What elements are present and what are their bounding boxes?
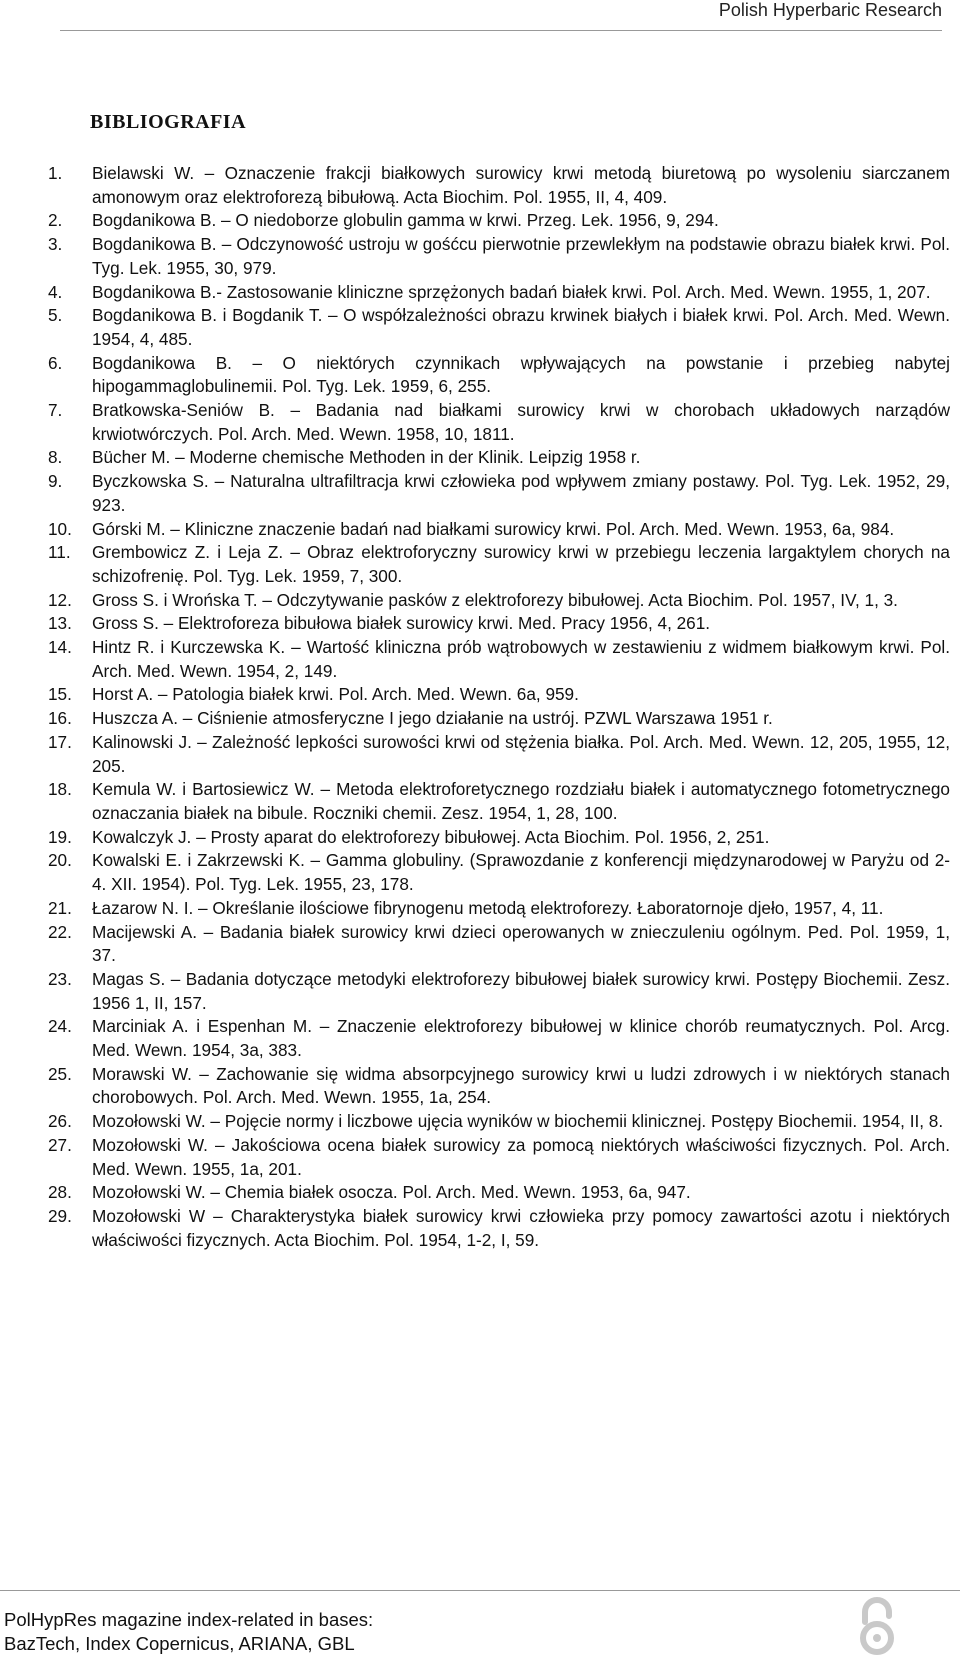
reference-number: 11. bbox=[48, 542, 71, 563]
reference-number: 6. bbox=[48, 352, 63, 373]
reference-item bbox=[48, 1063, 950, 1110]
reference-number: 26. bbox=[48, 1111, 72, 1132]
reference-item bbox=[48, 921, 950, 968]
reference-text: Bücher M. – Moderne chemische Methoden in der Klinik. Leipzig 1958 r. bbox=[92, 447, 641, 468]
reference-item bbox=[48, 446, 950, 470]
reference-number: 13. bbox=[48, 613, 72, 634]
reference-item bbox=[48, 304, 950, 351]
reference-number: 7. bbox=[48, 400, 63, 421]
reference-item bbox=[48, 470, 950, 517]
reference-number: 22. bbox=[48, 921, 72, 942]
reference-text: Bogdanikowa B. i Bogdanik T. – O współzależności obrazu krwinek białych i białek krwi. Pol. Arch. Med. Wewn. 1954, 4, 485. bbox=[92, 305, 950, 349]
reference-number: 25. bbox=[48, 1063, 72, 1084]
reference-text: Kowalski E. i Zakrzewski K. – Gamma globuliny. (Sprawozdanie z konferencji międzynarodowej w Paryżu od 2-4. XII. 1954). Pol. Tyg. Lek. 1955, 23, 178. bbox=[92, 850, 950, 895]
footer bbox=[4, 1608, 373, 1656]
reference-number: 3. bbox=[48, 234, 63, 255]
reference-text: Byczkowska S. – Naturalna ultrafiltracja krwi człowieka pod wpływem zmiany postawy. Pol. Tyg. Lek. 1952, 29, 923. bbox=[92, 471, 950, 515]
reference-text: Bogdanikowa B. – O niektórych czynnikach wpływających na powstanie i przebieg nabytej hipogammaglobulinemii. Pol. Tyg. Lek. 1959, 6, 255. bbox=[92, 352, 950, 397]
reference-text: Gross S. – Elektroforeza bibułowa białek surowicy krwi. Med. Pracy 1956, 4, 261. bbox=[92, 613, 711, 634]
reference-text: Łazarow N. I. – Określanie ilościowe fibrynogenu metodą elektroforezy. Łaboratornoje djeło, 1957, 4, 11. bbox=[92, 897, 884, 918]
reference-item bbox=[48, 968, 950, 1015]
reference-text: Bratkowska-Seniów B. – Badania nad białkami surowicy krwi w chorobach układowych narządów krwiotwórczych. Pol. Arch. Med. Wewn. 1958, 10, 1811. bbox=[92, 400, 950, 444]
reference-number: 27. bbox=[48, 1134, 72, 1155]
reference-number: 12. bbox=[48, 589, 72, 610]
reference-item bbox=[48, 1181, 950, 1205]
page-heading: BIBLIOGRAFIA bbox=[90, 111, 247, 133]
reference-number: 21. bbox=[48, 897, 72, 918]
reference-text: Mozołowski W. – Jakościowa ocena białek surowicy za pomocą niektórych właściwości fizycznych. Pol. Arch. Med. Wewn. 1955, 1a, 201. bbox=[92, 1134, 950, 1179]
header-divider bbox=[60, 30, 942, 31]
reference-number: 14. bbox=[48, 637, 72, 658]
reference-text: Kowalczyk J. – Prosty aparat do elektroforezy bibułowej. Acta Biochim. Pol. 1956, 2, 251. bbox=[92, 826, 770, 847]
footer-line-1: PolHypRes magazine index-related in bases: bbox=[4, 1609, 374, 1630]
reference-text: Grembowicz Z. i Leja Z. – Obraz elektroforyczny surowicy krwi w przebiegu leczenia largaktylem chorych na schizofrenię. Pol. Tyg. Lek. 1959, 7, 300. bbox=[92, 542, 950, 586]
reference-text: Bogdanikowa B. – O niedoborze globulin gamma w krwi. Przeg. Lek. 1956, 9, 294. bbox=[92, 210, 719, 231]
reference-item bbox=[48, 518, 950, 542]
reference-number: 2. bbox=[48, 210, 63, 231]
reference-number: 8. bbox=[48, 447, 63, 468]
reference-item bbox=[48, 589, 950, 613]
reference-number: 1. bbox=[48, 163, 63, 183]
reference-item bbox=[48, 707, 950, 731]
reference-text: Morawski W. – Zachowanie się widma absorpcyjnego surowicy krwi u ludzi zdrowych i w niektórych stanach chorobowych. Pol. Arch. Med. Wewn. 1955, 1a, 254. bbox=[92, 1063, 950, 1108]
reference-item bbox=[48, 778, 950, 825]
reference-item bbox=[48, 731, 950, 778]
reference-text: Horst A. – Patologia białek krwi. Pol. Arch. Med. Wewn. 6a, 959. bbox=[92, 684, 579, 705]
footer-divider bbox=[0, 1590, 960, 1591]
reference-item bbox=[48, 826, 950, 850]
footer-line-2: BazTech, Index Copernicus, ARIANA, GBL bbox=[4, 1633, 355, 1654]
reference-item bbox=[48, 1015, 950, 1062]
reference-number: 10. bbox=[48, 518, 72, 539]
reference-item bbox=[48, 683, 950, 707]
reference-text: Hintz R. i Kurczewska K. – Wartość kliniczna prób wątrobowych w zestawieniu z widmem białkowym krwi. Pol. Arch. Med. Wewn. 1954, 2, 149. bbox=[92, 637, 950, 681]
reference-text: Marciniak A. i Espenhan M. – Znaczenie elektroforezy bibułowej w klinice chorób reumatycznych. Pol. Arcg. Med. Wewn. 1954, 3a, 383. bbox=[92, 1016, 950, 1061]
reference-text: Gross S. i Wrońska T. – Odczytywanie pasków z elektroforezy bibułowej. Acta Biochim. Pol. 1957, IV, 1, 3. bbox=[92, 589, 898, 610]
reference-item bbox=[48, 1110, 950, 1134]
reference-number: 5. bbox=[48, 305, 63, 326]
reference-item bbox=[48, 897, 950, 921]
reference-text: Bogdanikowa B. – Odczynowość ustroju w gośćcu pierwotnie przewlekłym na podstawie obrazu białek krwi. Pol. Tyg. Lek. 1955, 30, 979. bbox=[92, 234, 950, 278]
reference-number: 9. bbox=[48, 471, 63, 492]
reference-text: Bielawski W. – Oznaczenie frakcji białkowych surowicy krwi metodą biuretową po wysoleniu siarczanem amonowym oraz elektroforezą bibułową. Acta Biochim. Pol. 1955, II, 4, 409. bbox=[92, 163, 950, 207]
bibliography-list bbox=[48, 162, 950, 1252]
reference-number: 4. bbox=[48, 281, 63, 302]
reference-number: 16. bbox=[48, 708, 72, 729]
reference-text: Macijewski A. – Badania białek surowicy krwi dzieci operowanych w znieczuleniu ogólnym. Ped. Pol. 1959, 1, 37. bbox=[92, 921, 950, 966]
reference-text: Bogdanikowa B.- Zastosowanie kliniczne sprzężonych badań białek krwi. Pol. Arch. Med. Wewn. 1955, 1, 207. bbox=[92, 281, 931, 302]
reference-text: Mozołowski W. – Chemia białek osocza. Pol. Arch. Med. Wewn. 1953, 6a, 947. bbox=[92, 1182, 691, 1203]
reference-item bbox=[48, 541, 950, 588]
reference-text: Mozołowski W – Charakterystyka białek surowicy krwi człowieka przy pomocy zawartości azotu i niektórych właściwości fizycznych. Acta Biochim. Pol. 1954, 1-2, I, 59. bbox=[92, 1205, 950, 1250]
reference-number: 18. bbox=[48, 779, 72, 800]
reference-number: 23. bbox=[48, 968, 72, 989]
reference-item bbox=[48, 1134, 950, 1181]
reference-item bbox=[48, 162, 950, 209]
reference-item bbox=[48, 233, 950, 280]
reference-number: 17. bbox=[48, 731, 72, 752]
reference-number: 19. bbox=[48, 826, 72, 847]
reference-text: Huszcza A. – Ciśnienie atmosferyczne I jego działanie na ustrój. PZWL Warszawa 1951 r. bbox=[92, 708, 773, 729]
reference-item bbox=[48, 281, 950, 305]
reference-item bbox=[48, 636, 950, 683]
reference-text: Mozołowski W. – Pojęcie normy i liczbowe ujęcia wyników w biochemii klinicznej. Postępy Biochemii. 1954, II, 8. bbox=[92, 1111, 944, 1132]
reference-item bbox=[48, 1205, 950, 1252]
reference-number: 20. bbox=[48, 850, 72, 871]
reference-number: 29. bbox=[48, 1205, 72, 1226]
reference-item bbox=[48, 612, 950, 636]
reference-number: 24. bbox=[48, 1016, 72, 1037]
reference-text: Kalinowski J. – Zależność lepkości surowości krwi od stężenia białka. Pol. Arch. Med. Wewn. 12, 205, 1955, 12, 205. bbox=[92, 731, 950, 776]
journal-title: Polish Hyperbaric Research bbox=[718, 0, 942, 20]
reference-text: Górski M. – Kliniczne znaczenie badań nad białkami surowicy krwi. Pol. Arch. Med. Wewn. 1953, 6a, 984. bbox=[92, 518, 895, 539]
reference-item bbox=[48, 399, 950, 446]
reference-item bbox=[48, 352, 950, 399]
reference-text: Magas S. – Badania dotyczące metodyki elektroforezy bibułowej białek surowicy krwi. Postępy Biochemii. Zesz. 1956 1, II, 157. bbox=[92, 968, 950, 1013]
open-access-icon bbox=[855, 1596, 899, 1656]
reference-number: 28. bbox=[48, 1182, 72, 1203]
reference-text: Kemula W. i Bartosiewicz W. – Metoda elektroforetycznego rozdziału białek i automatycznego fotometrycznego oznaczania białek na bibule. Roczniki chemii. Zesz. 1954, 1, 28, 100. bbox=[92, 779, 950, 823]
reference-item bbox=[48, 849, 950, 896]
reference-number: 15. bbox=[48, 684, 72, 705]
reference-item bbox=[48, 209, 950, 233]
